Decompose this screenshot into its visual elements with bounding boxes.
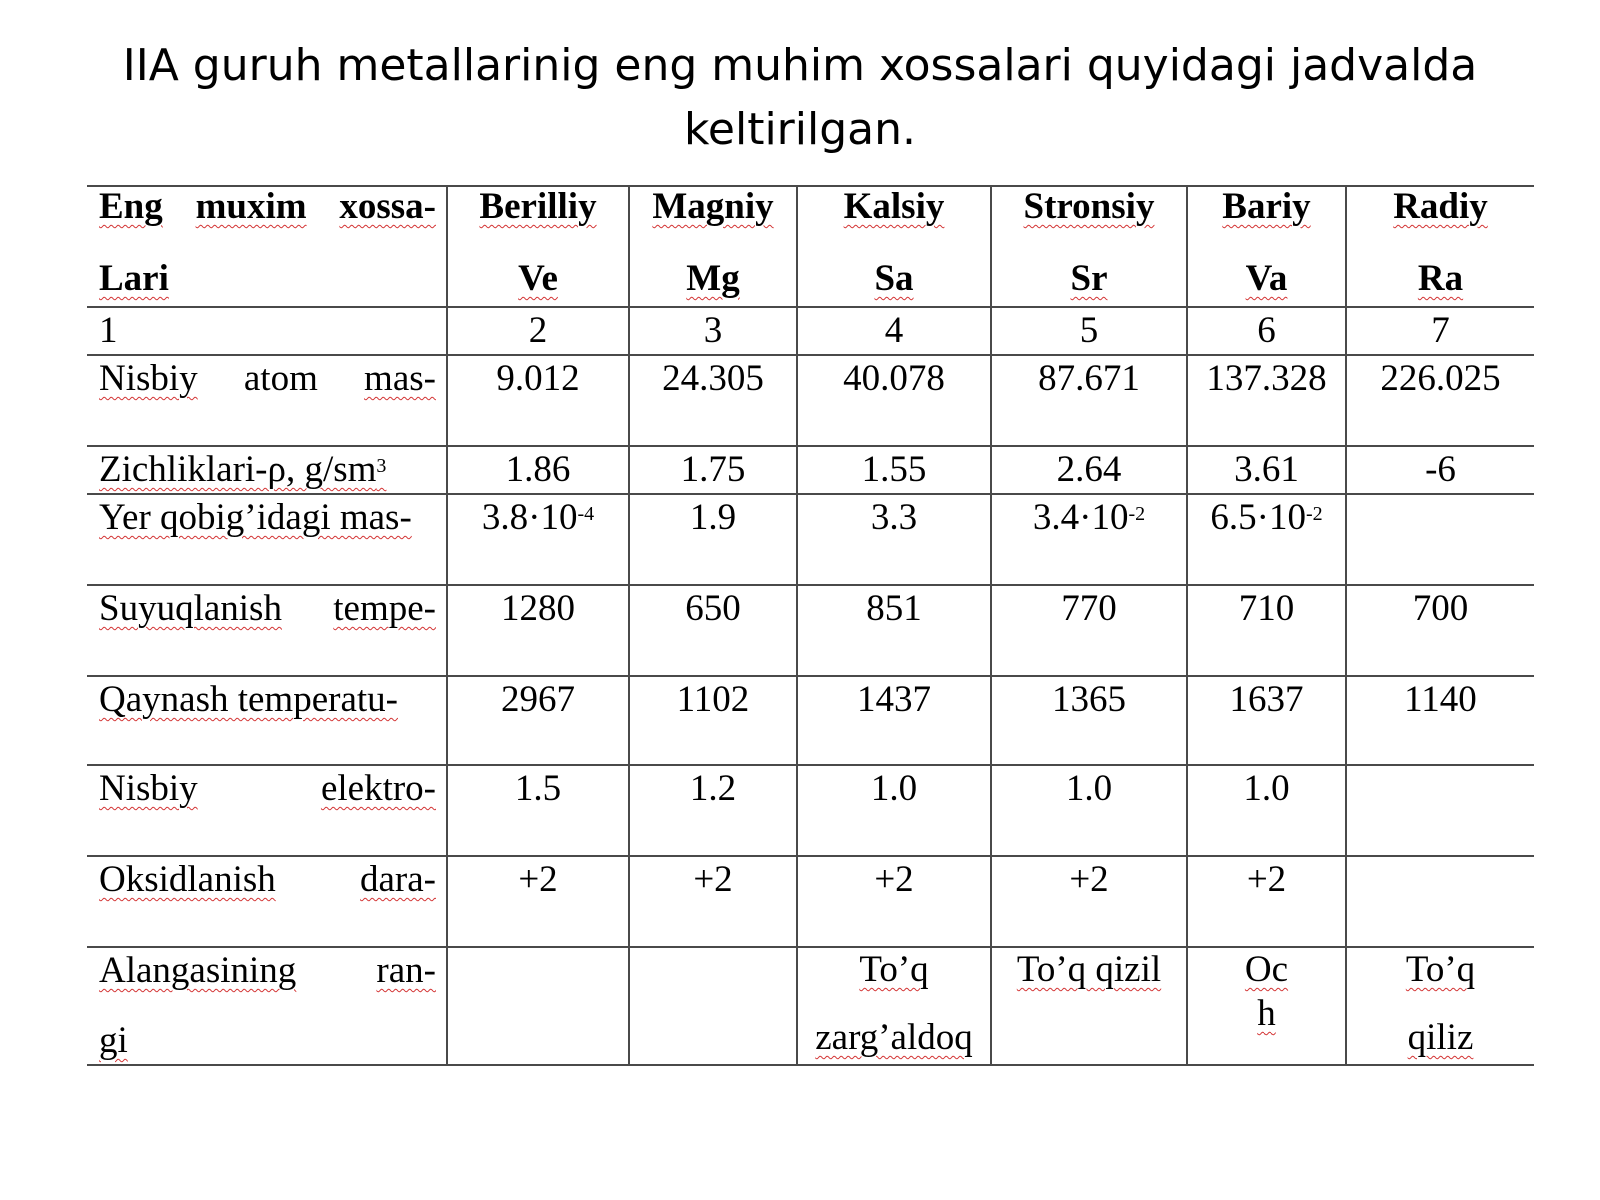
index-cell: 7 bbox=[1346, 307, 1534, 355]
value-cell bbox=[629, 947, 797, 1065]
value-cell bbox=[447, 947, 629, 1065]
table-row-electronegativity bbox=[87, 765, 1534, 856]
value-cell: +2 bbox=[447, 856, 629, 947]
value-cell-calcium-flame: To’q zarg’aldoq bbox=[797, 947, 991, 1065]
table-row-oxidation-state bbox=[87, 856, 1534, 947]
value-cell: +2 bbox=[991, 856, 1187, 947]
row-label-oxidation-state: Oksidlanish dara- bbox=[87, 856, 447, 947]
value-cell: 1.2 bbox=[629, 765, 797, 856]
header-row bbox=[87, 186, 1534, 307]
value-cell: 1140 bbox=[1346, 676, 1534, 765]
title-line-1: IIA guruh metallarinig eng muhim xossalari quyidagi jadvalda bbox=[122, 40, 1478, 91]
value-cell: 1.5 bbox=[447, 765, 629, 856]
value-cell: $3.4\cdot 10^{-2}$ bbox=[991, 494, 1187, 585]
row-label-density: Zichliklari-ρ, $g/sm^3$ bbox=[87, 446, 447, 494]
value-cell: +2 bbox=[629, 856, 797, 947]
value-cell: 3.61 bbox=[1187, 446, 1346, 494]
table-row-flame-color bbox=[87, 947, 1534, 1065]
header-element-radium bbox=[1346, 186, 1534, 307]
value-cell: 1437 bbox=[797, 676, 991, 765]
element-name: Radiy bbox=[1393, 186, 1488, 227]
value-cell-radium-flame: To’q qiliz bbox=[1346, 947, 1534, 1065]
value-cell: 770 bbox=[991, 585, 1187, 676]
slide-title bbox=[100, 34, 1500, 162]
title-line-2: keltirilgan. bbox=[684, 104, 916, 155]
value-cell: 1.0 bbox=[991, 765, 1187, 856]
index-cell: 4 bbox=[797, 307, 991, 355]
header-word-3: xossa- bbox=[339, 186, 436, 227]
value-cell: 851 bbox=[797, 585, 991, 676]
table-row-density bbox=[87, 446, 1534, 494]
value-cell: 1.0 bbox=[797, 765, 991, 856]
value-cell: 87.671 bbox=[991, 355, 1187, 446]
element-symbol: Ve bbox=[518, 258, 558, 299]
value-cell bbox=[1346, 856, 1534, 947]
row-label-flame-color: Alangasining ran- gi bbox=[87, 947, 447, 1065]
value-cell: 1.0 bbox=[1187, 765, 1346, 856]
table-row-boiling-point bbox=[87, 676, 1534, 765]
value-cell bbox=[1346, 494, 1534, 585]
value-cell: 24.305 bbox=[629, 355, 797, 446]
value-cell: 1.86 bbox=[447, 446, 629, 494]
value-cell: 1365 bbox=[991, 676, 1187, 765]
value-cell: 710 bbox=[1187, 585, 1346, 676]
index-cell: 3 bbox=[629, 307, 797, 355]
value-cell: $3.8\cdot 10^{-4}$ bbox=[447, 494, 629, 585]
table-row-melting-point bbox=[87, 585, 1534, 676]
element-name: Magniy bbox=[652, 186, 774, 227]
value-cell: 650 bbox=[629, 585, 797, 676]
table-row-atomic-mass bbox=[87, 355, 1534, 446]
value-cell: $6.5\cdot 10^{-2}$ bbox=[1187, 494, 1346, 585]
value-cell: 137.328 bbox=[1187, 355, 1346, 446]
header-word-2: muxim bbox=[195, 186, 307, 227]
header-element-strontium bbox=[991, 186, 1187, 307]
table-row-crust-abundance bbox=[87, 494, 1534, 585]
row-label-atomic-mass: Nisbiy atom mas- bbox=[87, 355, 447, 446]
element-symbol: Sa bbox=[874, 258, 914, 299]
value-cell: 1102 bbox=[629, 676, 797, 765]
value-cell: 1.75 bbox=[629, 446, 797, 494]
element-symbol: Va bbox=[1245, 258, 1288, 299]
value-cell: 1.55 bbox=[797, 446, 991, 494]
value-cell: 3.3 bbox=[797, 494, 991, 585]
element-name: Stronsiy bbox=[1023, 186, 1155, 227]
row-label-boiling-point: Qaynash temperatu- bbox=[87, 676, 447, 765]
index-row bbox=[87, 307, 1534, 355]
value-cell: 2.64 bbox=[991, 446, 1187, 494]
value-cell: 1.9 bbox=[629, 494, 797, 585]
index-cell: 6 bbox=[1187, 307, 1346, 355]
value-cell: +2 bbox=[1187, 856, 1346, 947]
properties-table bbox=[87, 185, 1534, 1066]
index-cell: 1 bbox=[87, 307, 447, 355]
value-cell: 9.012 bbox=[447, 355, 629, 446]
row-label-melting-point: Suyuqlanish tempe- bbox=[87, 585, 447, 676]
value-cell: +2 bbox=[797, 856, 991, 947]
element-symbol: Mg bbox=[686, 258, 740, 299]
value-cell: 700 bbox=[1346, 585, 1534, 676]
header-word-1: Eng bbox=[99, 186, 163, 227]
element-name: Berilliy bbox=[479, 186, 597, 227]
value-cell-strontium-flame: To’q qizil bbox=[991, 947, 1187, 1065]
value-cell: 1637 bbox=[1187, 676, 1346, 765]
header-word-line2: Lari bbox=[99, 258, 169, 299]
value-cell: 226.025 bbox=[1346, 355, 1534, 446]
header-element-barium bbox=[1187, 186, 1346, 307]
element-name: Bariy bbox=[1222, 186, 1311, 227]
value-cell-barium-flame: Oc h bbox=[1187, 947, 1346, 1065]
value-cell: 2967 bbox=[447, 676, 629, 765]
header-element-calcium bbox=[797, 186, 991, 307]
value-cell: -6 bbox=[1346, 446, 1534, 494]
value-cell: 1280 bbox=[447, 585, 629, 676]
index-cell: 2 bbox=[447, 307, 629, 355]
value-cell: 40.078 bbox=[797, 355, 991, 446]
row-label-electronegativity: Nisbiy elektro- bbox=[87, 765, 447, 856]
element-symbol: Ra bbox=[1417, 258, 1464, 299]
properties-table-wrapper bbox=[87, 185, 1534, 1066]
value-cell bbox=[1346, 765, 1534, 856]
index-cell: 5 bbox=[991, 307, 1187, 355]
element-name: Kalsiy bbox=[843, 186, 945, 227]
header-element-beryllium bbox=[447, 186, 629, 307]
row-label-crust-abundance: Yer qobig’idagi mas- bbox=[87, 494, 447, 585]
element-symbol: Sr bbox=[1070, 258, 1108, 299]
header-property-cell bbox=[87, 186, 447, 307]
header-element-magnesium bbox=[629, 186, 797, 307]
